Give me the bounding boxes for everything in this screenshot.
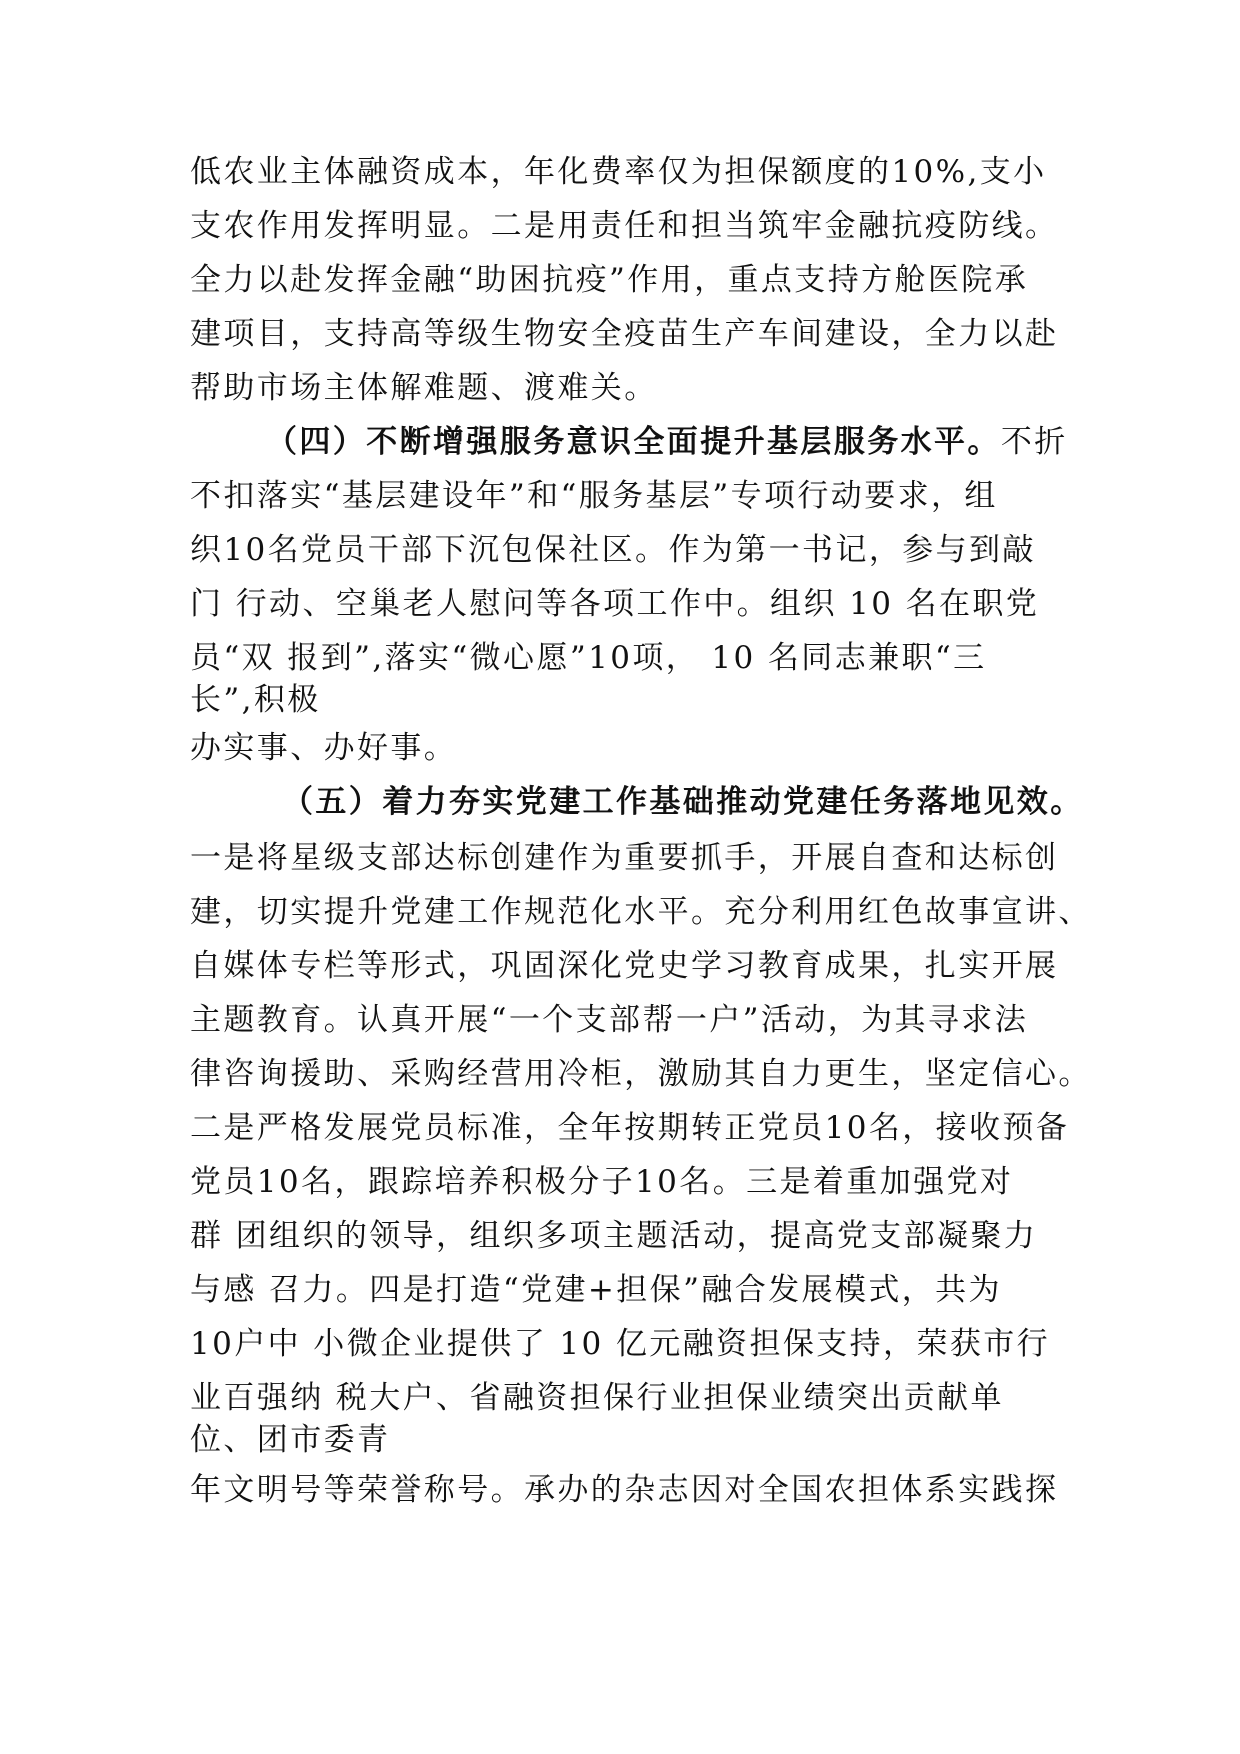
paragraph-line: 长”,积极 [190, 682, 321, 718]
paragraph-line: 一是将星级支部达标创建作为重要抓手，开展自查和达标创 [190, 840, 1059, 876]
paragraph-line: 二是严格发展党员标准，全年按期转正党员10名，接收预备 [190, 1110, 1070, 1146]
paragraph-line: 业百强纳 税大户、省融资担保行业担保业绩突出贡献单 [190, 1380, 1004, 1416]
paragraph-line: 办实事、办好事。 [190, 730, 458, 766]
section-heading-five: （五）着力夯实党建工作基础推动党建任务落地见效。 [282, 784, 1084, 820]
paragraph-text: 不折 [1000, 424, 1068, 460]
paragraph-line: 低农业主体融资成本，年化费率仅为担保额度的10%,支小 [190, 154, 1047, 190]
paragraph-line: 不扣落实“基层建设年”和“服务基层”专项行动要求，组 [190, 478, 998, 514]
paragraph-line: 年文明号等荣誉称号。承办的杂志因对全国农担体系实践探 [190, 1472, 1059, 1508]
paragraph-line: 支农作用发挥明显。二是用责任和担当筑牢金融抗疫防线。 [190, 208, 1059, 244]
paragraph-line: 10户中 小微企业提供了 10 亿元融资担保支持，荣获市行 [190, 1326, 1051, 1362]
paragraph-line: 位、团市委青 [190, 1422, 391, 1458]
section-heading-line [266, 422, 1068, 462]
paragraph-line: 全力以赴发挥金融“助困抗疫”作用，重点支持方舱医院承 [190, 262, 1029, 298]
paragraph-line: 律咨询援助、采购经营用冷柜，激励其自力更生，坚定信心。 [190, 1056, 1092, 1092]
paragraph-line: 建项目，支持高等级生物安全疫苗生产车间建设，全力以赴 [190, 316, 1059, 352]
section-heading-four: （四）不断增强服务意识全面提升基层服务水平。 [266, 424, 1001, 460]
paragraph-line: 与感 召力。四是打造“党建+担保”融合发展模式，共为 [190, 1272, 1002, 1308]
paragraph-line: 党员10名，跟踪培养积极分子10名。三是着重加强党对 [190, 1164, 1014, 1200]
paragraph-line: 建，切实提升党建工作规范化水平。充分利用红色故事宣讲、 [190, 894, 1092, 930]
paragraph-line: 帮助市场主体解难题、渡难关。 [190, 370, 658, 406]
section-heading-line [282, 782, 1084, 822]
paragraph-line: 主题教育。认真开展“一个支部帮一户”活动，为其寻求法 [190, 1002, 1029, 1038]
paragraph-line: 自媒体专栏等形式，巩固深化党史学习教育成果，扎实开展 [190, 948, 1059, 984]
paragraph-line: 织10名党员干部下沉包保社区。作为第一书记，参与到敲 [190, 532, 1036, 568]
paragraph-line: 门 行动、空巢老人慰问等各项工作中。组织 10 名在职党 [190, 586, 1040, 622]
paragraph-line: 员“双 报到”,落实“微心愿”10项， 10 名同志兼职“三 [190, 640, 987, 676]
paragraph-line: 群 团组织的领导，组织多项主题活动，提高党支部凝聚力 [190, 1218, 1038, 1254]
